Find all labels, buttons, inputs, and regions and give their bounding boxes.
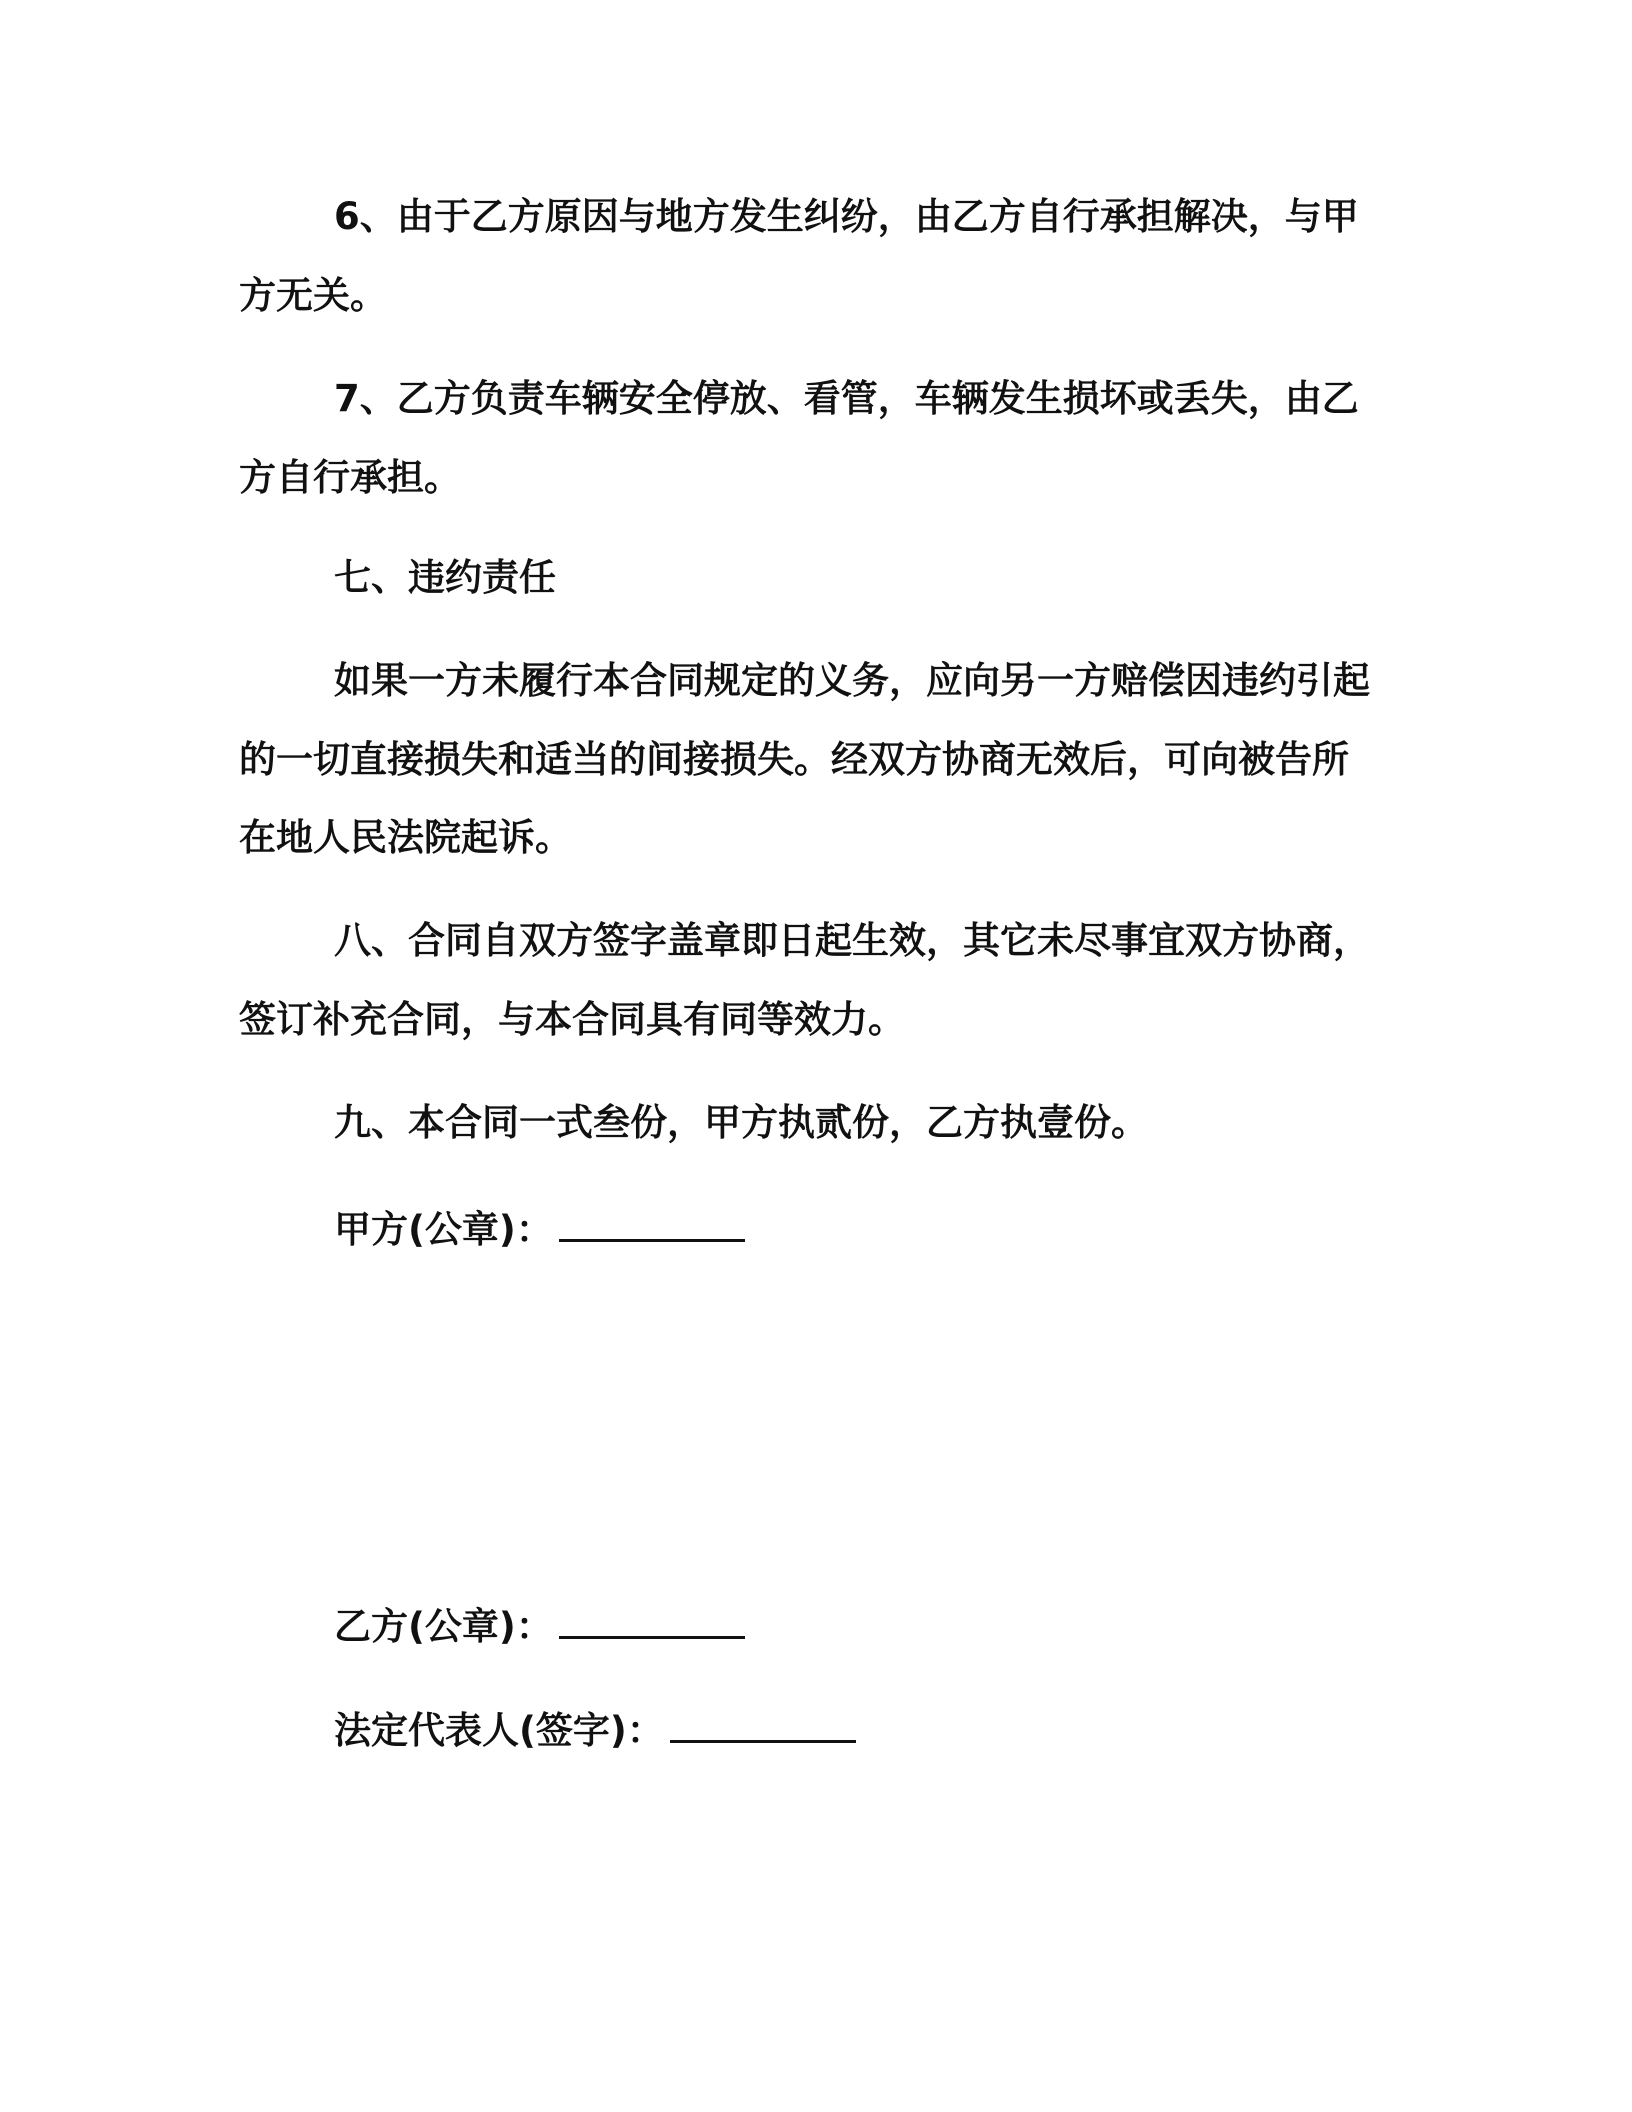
legal-rep-blank: [670, 1708, 856, 1743]
section-7-heading: 七、违约责任: [334, 556, 556, 599]
clause-7-line-2: 方自行承担。: [239, 456, 461, 499]
section-8-line-1: 八、合同自双方签字盖章即日起生效，其它未尽事宜双方协商，: [334, 919, 1370, 962]
clause-6-line-2: 方无关。: [239, 274, 387, 317]
party-b-label: 乙方(公章)：: [334, 1605, 553, 1648]
breach-paragraph-line-2: 的一切直接损失和适当的间接损失。经双方协商无效后，可向被告所: [239, 738, 1349, 781]
clause-6-line-1: 6、由于乙方原因与地方发生纠纷，由乙方自行承担解决，与甲: [334, 195, 1359, 238]
legal-rep-signature-line: [334, 1708, 856, 1752]
party-b-blank: [559, 1604, 745, 1639]
party-a-label: 甲方(公章)：: [334, 1208, 553, 1251]
party-a-signature-line: [334, 1207, 745, 1251]
party-b-signature-line: [334, 1604, 745, 1648]
party-a-blank: [559, 1207, 745, 1242]
section-9: 九、本合同一式叁份，甲方执贰份，乙方执壹份。: [334, 1101, 1148, 1144]
breach-paragraph-line-3: 在地人民法院起诉。: [239, 816, 572, 859]
section-8-line-2: 签订补充合同，与本合同具有同等效力。: [239, 998, 905, 1041]
breach-paragraph-line-1: 如果一方未履行本合同规定的义务，应向另一方赔偿因违约引起: [334, 659, 1370, 702]
clause-7-line-1: 7、乙方负责车辆安全停放、看管，车辆发生损坏或丢失，由乙: [334, 377, 1359, 420]
legal-rep-label: 法定代表人(签字)：: [334, 1709, 664, 1752]
